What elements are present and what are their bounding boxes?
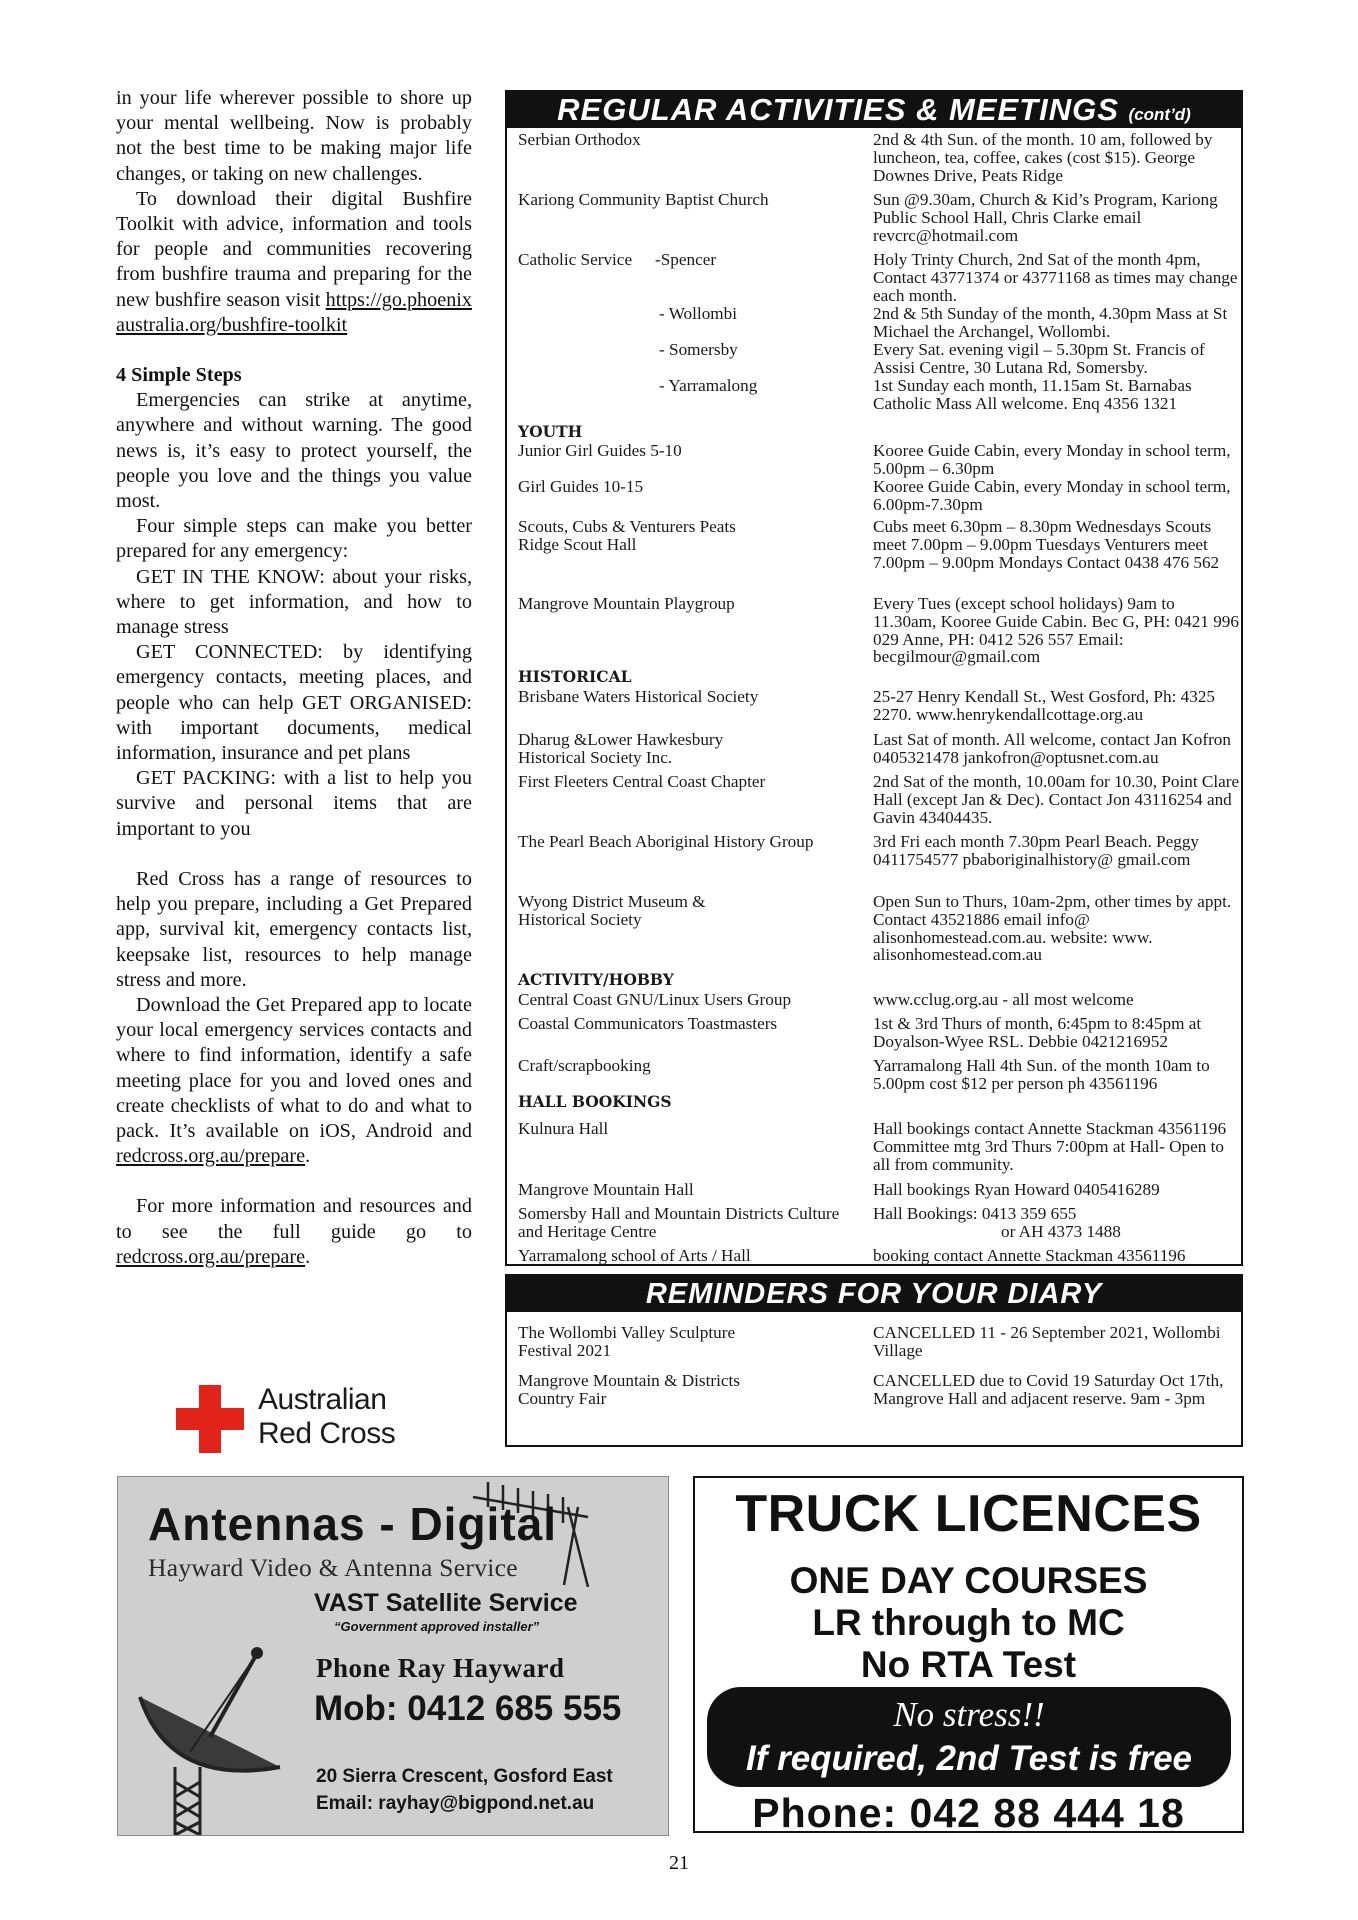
reminders-box — [505, 1274, 1243, 1447]
activity-subname: - Wollombi — [659, 304, 738, 323]
activity-name: Craft/scrapbooking — [518, 1056, 651, 1075]
activity-details: 1st Sunday each month, 11.15am St. Barnabas Catholic Mass All welcome. Enq 4356 1321 — [873, 376, 1192, 413]
activity-subname: -Spencer — [655, 250, 717, 269]
activities-title: REGULAR ACTIVITIES & MEETINGS — [557, 92, 1119, 127]
activity-name: Brisbane Waters Historical Society — [518, 687, 759, 706]
government-approved: “Government approved installer” — [334, 1619, 540, 1634]
activity-details: Hall bookings Ryan Howard 0405416289 — [873, 1180, 1160, 1199]
antenna-ad-subtitle: Hayward Video & Antenna Service — [148, 1553, 518, 1582]
event-name: The Wollombi Valley Sculpture Festival 2021 — [518, 1323, 736, 1360]
toolkit-text: To download their digital Bushfire Toolkit with advice, information and tools for people and communities recovering from bushfire trauma and preparing for the new bushfire season visit — [116, 187, 472, 311]
activity-details — [873, 1205, 1241, 1241]
prepare-link[interactable]: redcross.org.au/prepare — [116, 1145, 306, 1168]
more-text: For more information and resources and to see the full guide go to — [116, 1195, 472, 1243]
satellite-dish-icon — [130, 1637, 320, 1836]
activity-name: Dharug &Lower Hawkesbury Historical Society Inc. — [518, 730, 724, 767]
activity-details: 25-27 Henry Kendall St., West Gosford, Ph: 4325 2270. www.henrykendallcottage.org.au — [873, 687, 1216, 724]
callout-line: If required, 2nd Test is free — [745, 1739, 1193, 1778]
activity-details: Every Sat. evening vigil – 5.30pm St. Francis of Assisi Centre, 30 Lutana Rd, Somersby. — [873, 340, 1205, 377]
article-paragraph: Four simple steps can make you better prepared for any emergency: — [116, 515, 472, 563]
activity-details: Sun @9.30am, Church & Kid’s Program, Kariong Public School Hall, Chris Clarke email revcrc@hotmail.com — [873, 190, 1218, 245]
article-paragraph-more — [116, 1194, 472, 1270]
activity-name: Girl Guides 10-15 — [518, 477, 644, 496]
reminders-banner: REMINDERS FOR YOUR DIARY — [507, 1276, 1241, 1312]
truck-ad-line: ONE DAY COURSES — [789, 1560, 1148, 1601]
event-name: Mangrove Mountain & Districts Country Fair — [518, 1371, 740, 1408]
activity-name: Junior Girl Guides 5-10 — [518, 441, 682, 460]
truck-ad-callout — [707, 1687, 1231, 1787]
activity-details: 2nd & 5th Sunday of the month, 4.30pm Mass at St Michael the Archangel, Wollombi. — [873, 304, 1228, 341]
logo-line-1: Australian — [258, 1383, 387, 1416]
details-line: or AH 4373 1488 — [1001, 1221, 1121, 1241]
activities-title-suffix: (cont’d) — [1128, 105, 1191, 124]
activity-details: Every Tues (except school holidays) 9am to 11.30am, Kooree Guide Cabin. Bec G, PH: 0421 996 029 Anne, PH: 0412 526 557 Email: becgilmour@gmail.com — [873, 594, 1239, 667]
logo-line-2: Red Cross — [258, 1417, 396, 1450]
regular-activities-box — [505, 90, 1243, 1266]
mobile-number: Mob: 0412 685 555 — [314, 1689, 622, 1728]
activity-details: 3rd Fri each month 7.30pm Pearl Beach. Peggy 0411754577 pbaboriginalhistory@ gmail.com — [873, 832, 1200, 869]
activity-name: Serbian Orthodox — [518, 130, 641, 149]
activity-details: 1st & 3rd Thurs of month, 6:45pm to 8:45pm at Doyalson-Wyee RSL. Debbie 0421216952 — [873, 1014, 1202, 1051]
activity-name: Mangrove Mountain Playgroup — [518, 594, 735, 613]
step-know: GET IN THE KNOW: about your risks, where to get information, and how to manage stress — [116, 565, 472, 639]
phone-contact: Phone Ray Hayward — [316, 1653, 565, 1683]
activities-banner — [507, 92, 1241, 128]
activity-name: First Fleeters Central Coast Chapter — [518, 772, 766, 791]
activity-subname: - Yarramalong — [659, 376, 758, 395]
activity-details: Kooree Guide Cabin, every Monday in school term, 5.00pm – 6.30pm — [873, 441, 1231, 478]
activity-subname: - Somersby — [659, 340, 738, 359]
activity-name: Kariong Community Baptist Church — [518, 190, 769, 209]
activity-name: Wyong District Museum & Historical Society — [518, 892, 706, 929]
red-cross-wordmark — [258, 1383, 395, 1451]
email: Email: rayhay@bigpond.net.au — [316, 1793, 595, 1814]
punctuation: . — [305, 1145, 311, 1168]
truck-ad-phone: Phone: 042 88 444 18 — [752, 1790, 1185, 1833]
truck-ad-line: LR through to MC — [812, 1602, 1125, 1643]
antenna-ad-title: Antennas - Digital — [148, 1498, 558, 1550]
punctuation: . — [305, 1245, 311, 1268]
activity-name: Coastal Communicators Toastmasters — [518, 1014, 778, 1033]
truck-ad-title: TRUCK LICENCES — [735, 1485, 1202, 1543]
red-cross-logo — [176, 1383, 416, 1455]
red-cross-icon — [176, 1385, 244, 1453]
section-heading-youth: YOUTH — [518, 422, 583, 441]
guide-link[interactable]: redcross.org.au/prepare — [116, 1245, 306, 1268]
article-paragraph: Red Cross has a range of resources to help you prepare, including a Get Prepared app, survival kit, emergency contacts list, keepsake list, resources to help manage stress and more. — [116, 867, 472, 991]
activity-details: Kooree Guide Cabin, every Monday in school term, 6.00pm-7.30pm — [873, 477, 1231, 514]
activity-name: Central Coast GNU/Linux Users Group — [518, 990, 792, 1009]
activity-details: Open Sun to Thurs, 10am-2pm, other times by appt. Contact 43521886 email info@ alisonhomestead.com.au. website: www. alisonhomestead.com.au — [873, 892, 1232, 965]
article-paragraph-toolkit — [116, 187, 472, 338]
step-packing: GET PACKING: with a list to help you survive and personal items that are important to you — [116, 767, 472, 840]
activity-name: Scouts, Cubs & Venturers Peats Ridge Scout Hall — [518, 517, 736, 554]
page-number: 21 — [669, 1852, 689, 1874]
article-paragraph-app — [116, 993, 472, 1169]
address: 20 Sierra Crescent, Gosford East — [316, 1766, 613, 1787]
activity-name: Kulnura Hall — [518, 1119, 609, 1138]
activity-details: Hall bookings contact Annette Stackman 43561196 Committee mtg 3rd Thurs 7:00pm at Hall- Open to all from community. — [873, 1119, 1227, 1174]
details-line: Hall Bookings: 0413 359 655 — [873, 1204, 1077, 1223]
activity-details: Holy Trinty Church, 2nd Sat of the month 4pm, Contact 43771374 or 43771168 as times may change each month. — [873, 250, 1238, 305]
activity-details: booking contact Annette Stackman 43561196 — [873, 1246, 1186, 1265]
article-paragraph: in your life wherever possible to shore up your mental wellbeing. Now is probably not the best time to be making major life changes, or taking on new challenges. — [116, 87, 472, 185]
event-details: CANCELLED 11 - 26 September 2021, Wollombi Village — [873, 1323, 1221, 1360]
section-heading-hobby: ACTIVITY/HOBBY — [518, 970, 674, 989]
truck-ad-line: No RTA Test — [860, 1644, 1077, 1685]
toolkit-link[interactable]: https://go.phoenixaustralia.org/bushfire-toolkit — [116, 288, 472, 336]
activity-details: 2nd Sat of the month, 10.00am for 10.30, Point Clare Hall (except Jan & Dec). Contact Jon 43116254 and Gavin 43404435. — [873, 772, 1240, 827]
contact-block — [316, 1763, 613, 1817]
vast-service: VAST Satellite Service — [314, 1589, 578, 1617]
section-heading-halls: HALL BOOKINGS — [518, 1092, 672, 1111]
app-text: Download the Get Prepared app to locate your local emergency services contacts and where to find information, identify a safe meeting place for you and loved ones and create checklists of what to do and what to pack. It’s available on iOS, Android and — [116, 993, 472, 1142]
activity-name: Yarramalong school of Arts / Hall — [518, 1246, 751, 1265]
article-paragraph: Emergencies can strike at anytime, anywhere and without warning. The good news is, it’s easy to protect yourself, the people you love and the things you value most. — [116, 389, 472, 513]
event-details: CANCELLED due to Covid 19 Saturday Oct 17th, Mangrove Hall and adjacent reserve. 9am - 3pm — [873, 1371, 1224, 1408]
activity-name: Somersby Hall and Mountain Districts Culture and Heritage Centre — [518, 1204, 840, 1241]
antennas-advertisement — [117, 1476, 669, 1836]
activity-name: Mangrove Mountain Hall — [518, 1180, 694, 1199]
section-heading-historical: HISTORICAL — [518, 667, 632, 686]
activity-details: Cubs meet 6.30pm – 8.30pm Wednesdays Scouts meet 7.00pm – 9.00pm Tuesdays Venturers meet 7.00pm – 9.00pm Mondays Contact 0438 476 562 — [873, 517, 1220, 572]
activity-name: The Pearl Beach Aboriginal History Group — [518, 832, 814, 851]
activity-details: www.cclug.org.au - all most welcome — [873, 990, 1134, 1009]
truck-licences-advertisement — [693, 1476, 1244, 1833]
callout-line: No stress!! — [893, 1695, 1045, 1734]
activity-details: Yarramalong Hall 4th Sun. of the month 10am to 5.00pm cost $12 per person ph 43561196 — [873, 1056, 1210, 1093]
activity-details: 2nd & 4th Sun. of the month. 10 am, followed by luncheon, tea, coffee, cakes (cost $15). George Downes Drive, Peats Ridge — [873, 130, 1213, 185]
left-article-column — [116, 86, 472, 1270]
section-heading: 4 Simple Steps — [116, 364, 242, 387]
step-connected: GET CONNECTED: by identifying emergency contacts, meeting places, and people who can help GET ORGANISED: with important documents, medical information, insurance and pet plans — [116, 641, 472, 765]
activity-name: Catholic Service — [518, 250, 633, 269]
activity-details: Last Sat of month. All welcome, contact Jan Kofron 0405321478 jankofron@optusnet.com.au — [873, 730, 1231, 767]
